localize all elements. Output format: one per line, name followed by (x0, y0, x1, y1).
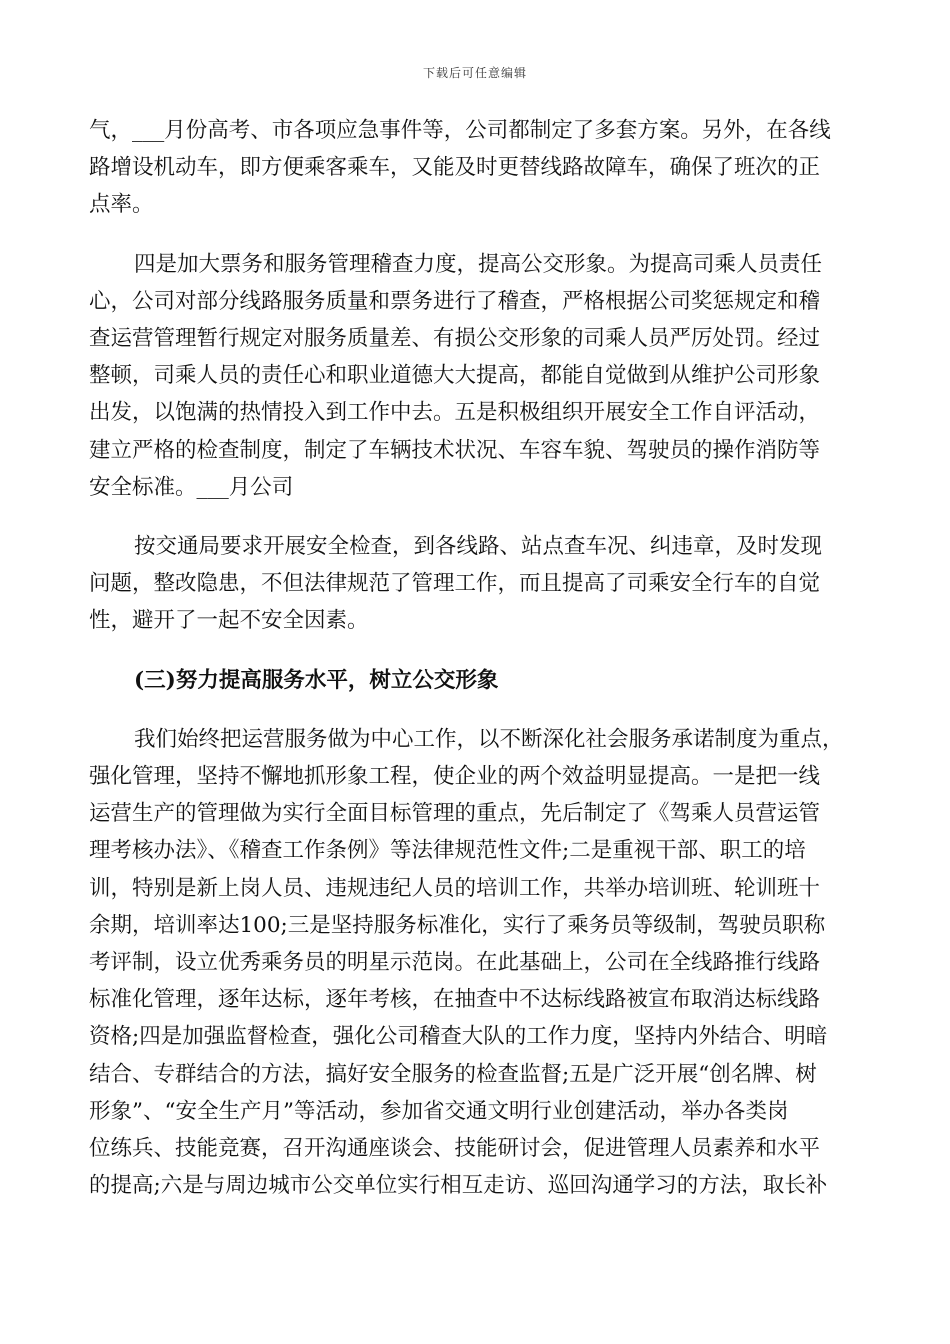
text-line: 气，___月份高考、市各项应急事件等，公司都制定了多套方案。另外，在各线 (89, 118, 831, 143)
paragraph-safety-inspection (89, 528, 861, 640)
paragraph-continuation (89, 112, 861, 224)
text-line: 按交通局要求开展安全检查，到各线路、站点查车况、纠违章，及时发现 (134, 534, 823, 560)
text-line: 查运营管理暂行规定对服务质量差、有损公交形象的司乘人员严厉处罚。经过 (89, 326, 821, 352)
section-heading (89, 662, 861, 699)
text-line: 点率。 (89, 192, 154, 218)
text-line: 安全标准。___月公司 (89, 474, 294, 500)
text-line: 的提高;六是与周边城市公交单位实行相互走访、巡回沟通学习的方法，取长补 (89, 1173, 828, 1199)
text-line: 训，特别是新上岗人员、违规违纪人员的培训工作，共举办培训班、轮训班十 (89, 875, 821, 901)
text-line: 性，避开了一起不安全因素。 (89, 608, 369, 634)
text-line: 余期，培训率达100;三是坚持服务标准化，实行了乘务员等级制，驾驶员职称 (89, 912, 826, 938)
text-line: 路增设机动车，即方便乘客乘车，又能及时更替线路故障车，确保了班次的正 (89, 155, 821, 181)
text-line: 整顿，司乘人员的责任心和职业道德大大提高，都能自觉做到从维护公司形象 (89, 363, 821, 389)
text-line: 建立严格的检查制度，制定了车辆技术状况、车容车貌、驾驶员的操作消防等 (89, 437, 821, 463)
text-line: 理考核办法》、《稽查工作条例》等法律规范性文件;二是重视干部、职工的培 (89, 838, 806, 864)
text-line: 出发，以饱满的热情投入到工作中去。五是积极组织开展安全工作自评活动， (89, 400, 821, 426)
text-line: 结合、专群结合的方法，搞好安全服务的检查监督;五是广泛开展“创名牌、树 (89, 1061, 817, 1087)
text-line: 运营生产的管理做为实行全面目标管理的重点，先后制定了《驾乘人员营运管 (89, 801, 821, 827)
text-line: 位练兵、技能竞赛，召开沟通座谈会、技能研讨会，促进管理人员素养和水平 (89, 1136, 821, 1162)
heading-text: (三)努力提高服务水平，树立公交形象 (134, 667, 499, 693)
text-line: 心，公司对部分线路服务质量和票务进行了稽查，严格根据公司奖惩规定和稽 (89, 288, 821, 314)
document-body (89, 112, 861, 1204)
text-line: 形象”、“安全生产月”等活动，参加省交通文明行业创建活动，举办各类岗 (89, 1098, 789, 1124)
text-line: 标准化管理，逐年达标，逐年考核，在抽查中不达标线路被宣布取消达标线路 (89, 987, 821, 1013)
text-line: 四是加大票务和服务管理稽查力度，提高公交形象。为提高司乘人员责任 (134, 251, 823, 277)
text-line: 问题，整改隐患，不但法律规范了管理工作，而且提高了司乘安全行车的自觉 (89, 571, 821, 597)
page-header: 下载后可任意编辑 (422, 66, 527, 80)
text-line: 我们始终把运营服务做为中心工作，以不断深化社会服务承诺制度为重点， (134, 726, 844, 752)
text-line: 资格;四是加强监督检查，强化公司稽查大队的工作力度，坚持内外结合、明暗 (89, 1024, 828, 1050)
paragraph-service-level (89, 721, 861, 1205)
paragraph-ticket-service-inspection (89, 246, 861, 506)
text-line: 强化管理，坚持不懈地抓形象工程，使企业的两个效益明显提高。一是把一线 (89, 764, 821, 790)
text-line: 考评制，设立优秀乘务员的明星示范岗。在此基础上，公司在全线路推行线路 (89, 950, 821, 976)
